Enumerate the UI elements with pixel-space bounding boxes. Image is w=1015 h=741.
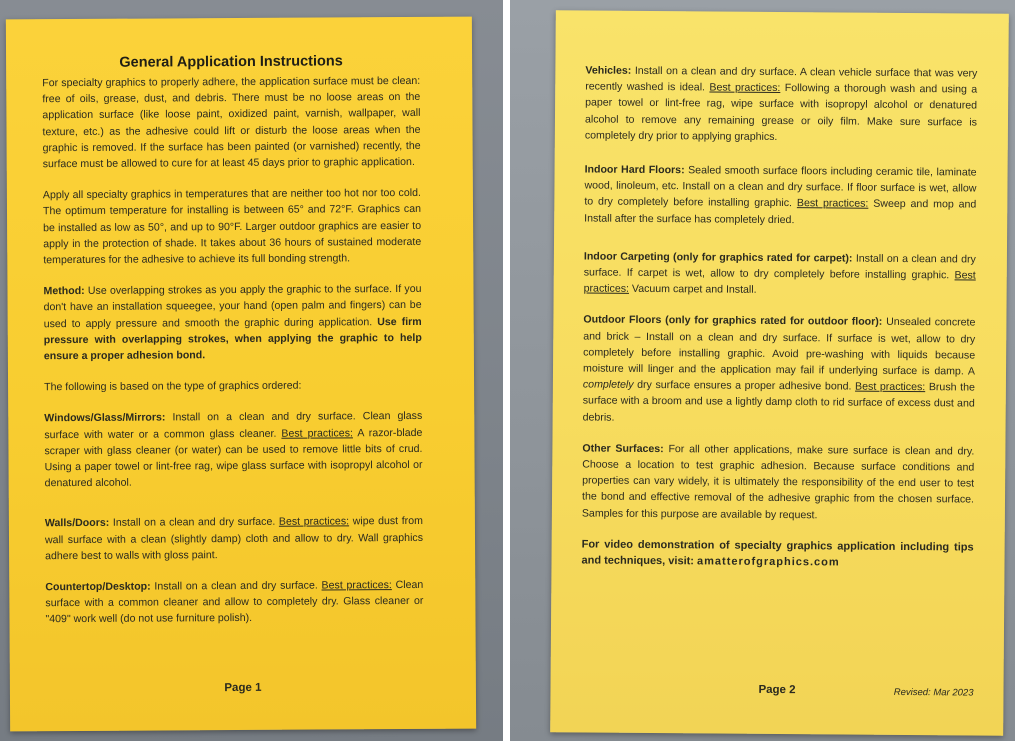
page-1-sheet — [6, 17, 476, 732]
carpet-paragraph — [584, 248, 976, 300]
other-surfaces-paragraph — [582, 440, 975, 524]
indoor-floors-best-practices: Sweep and mop and Install after the surface has completely dried. — [584, 198, 977, 226]
vehicles-paragraph — [585, 62, 978, 146]
walls-paragraph — [45, 513, 423, 564]
method-paragraph — [43, 281, 421, 364]
carpet-heading: Indoor Carpeting (only for graphics rated for carpet): — [583, 250, 853, 265]
photo-divider — [503, 0, 510, 741]
windows-best-practices: A razor-blade scraper with glass cleaner (or water) can be used to remove little bits of crud. Using a paper towel or lint-free rag, wipe glass surface with isopropyl alcohol or denatured alcohol. — [44, 426, 423, 490]
video-text: For video demonstration of specialty graphics application including tips and techniques, visit: — [581, 538, 974, 568]
other-surfaces-heading: Other Surfaces: — [582, 442, 664, 455]
best-practices-label: Best practices: — [796, 197, 869, 211]
method-text: Use overlapping strokes as you apply the graphic to the surface. If you don't have an installation squeegee, your hand (open palm and fingers) can be used to apply pressure and smooth the graphic during application. — [43, 283, 422, 330]
walls-text: Install on a clean and dry surface. — [109, 516, 279, 530]
other-surfaces-text: For all other applications, make sure surface is clean and dry. Choose a location to test graphic adhesion. Because surface conditions and properties can vary widely, it is ultimately the responsibility of the end user to test the bond and effective removal of the adhesive graphic from the chosen surface. Samples for this purpose are available by request. — [581, 442, 975, 521]
indoor-floors-text: Sealed smooth surface floors including ceramic tile, laminate wood, linoleum, etc. Install on a clean and dry surface. If floor surface is wet, allow to dry completely before installing graphic. — [584, 164, 977, 210]
best-practices-label: Best practices: — [583, 269, 976, 296]
method-bold-text: Use firm pressure with overlapping strokes, when applying the graphic to help ensure a proper adhesion bond. — [43, 315, 422, 363]
outdoor-floors-text-2: dry surface ensures a proper adhesive bond. — [633, 379, 856, 393]
windows-paragraph — [44, 408, 422, 491]
video-paragraph — [581, 536, 973, 571]
countertop-text: Install on a clean and dry surface. — [150, 579, 322, 593]
vehicles-heading: Vehicles: — [585, 64, 632, 77]
windows-heading: Windows/Glass/Mirrors: — [44, 411, 166, 425]
temperature-paragraph: Apply all specialty graphics in temperatures that are neither too hot nor too cold. The optimum temperature for installing is between 65° and 72°F. Graphics can be installed as low as 50°, and up to 90°F. Larger outdoor graphics are easier to apply in the protection of shade. It takes about 36 hours of sustained moderate temperatures for the adhesive to achieve its full bonding strength. — [42, 187, 422, 267]
outdoor-floors-text: Unsealed concrete and brick – Install on a clean and dry surface. If surface is wet, allow to dry completely before installing graphic. Avoid pre-washing with liquids because moisture will linger and the application may fail if underlying surface is damp. A — [582, 316, 976, 378]
indoor-floors-heading: Indoor Hard Floors: — [584, 163, 685, 177]
countertop-paragraph — [45, 577, 423, 628]
page-title: General Application Instructions — [119, 53, 343, 71]
page-2-sheet — [550, 10, 1009, 736]
page-1-content — [42, 53, 424, 643]
method-heading: Method: — [43, 285, 85, 298]
intro-paragraph: For specialty graphics to properly adhere, the application surface must be clean: free of oils, grease, dust, and debris. There must be no loose areas on the application surface (like loose paint, oxidized paint, varnish, wallpaper, wall texture, etc.) as the adhesive could lift or disturb the loose areas when the graphic is removed. If the surface has been painted (or varnished) recently, the surface must be allowed to cure for at least 45 days prior to graphic application. — [42, 74, 421, 171]
walls-heading: Walls/Doors: — [44, 517, 110, 530]
outdoor-floors-paragraph — [583, 312, 976, 428]
best-practices-label: Best practices: — [855, 380, 926, 394]
windows-text: Install on a clean and dry surface. Clean glass surface with water or a common glass cleaner. — [44, 410, 423, 441]
carpet-best-practices: Vacuum carpet and Install. — [628, 283, 757, 297]
revised-date: Revised: Mar 2023 — [893, 686, 974, 699]
outdoor-floors-heading: Outdoor Floors (only for graphics rated for outdoor floor): — [583, 313, 883, 329]
countertop-heading: Countertop/Desktop: — [45, 580, 151, 594]
countertop-best-practices: Clean surface with a common cleaner and allow to completely dry. Glass cleaner or "409" work well (do not use furniture polish). — [45, 578, 424, 626]
carpet-text: Install on a clean and dry surface. If carpet is wet, allow to dry completely before installing graphic. — [583, 252, 976, 282]
vehicles-text: Install on a clean and dry surface. A clean vehicle surface that was very recently washed is ideal. — [585, 64, 978, 94]
based-on-paragraph: The following is based on the type of graphics ordered: — [44, 379, 302, 394]
outdoor-floors-italic: completely — [582, 378, 634, 392]
best-practices-label: Best practices: — [709, 81, 781, 95]
walls-best-practices: wipe dust from wall surface with a clean (slightly damp) cloth and allow to dry. Wall graphics adhere best to walls with gloss paint. — [44, 515, 424, 563]
page-2-content — [581, 62, 977, 586]
outdoor-floors-best-practices: Brush the surface with a broom and use a lightly damp cloth to rid surface of excess dust and debris. — [582, 381, 975, 424]
best-practices-label: Best practices: — [278, 515, 350, 529]
best-practices-label: Best practices: — [321, 579, 392, 592]
page-2-footer: Page 2 — [758, 683, 796, 697]
indoor-floors-paragraph — [584, 161, 976, 229]
best-practices-label: Best practices: — [281, 426, 353, 440]
vehicles-best-practices: Following a thorough wash and using a paper towel or lint-free rag, wipe surface with isopropyl alcohol or denatured alcohol to remove any remaining grease or oily film. Make sure surface is completely dry prior to applying graphics. — [584, 82, 978, 143]
page-1-footer: Page 1 — [224, 681, 262, 695]
website-link[interactable]: amatterofgraphics.com — [697, 555, 840, 569]
